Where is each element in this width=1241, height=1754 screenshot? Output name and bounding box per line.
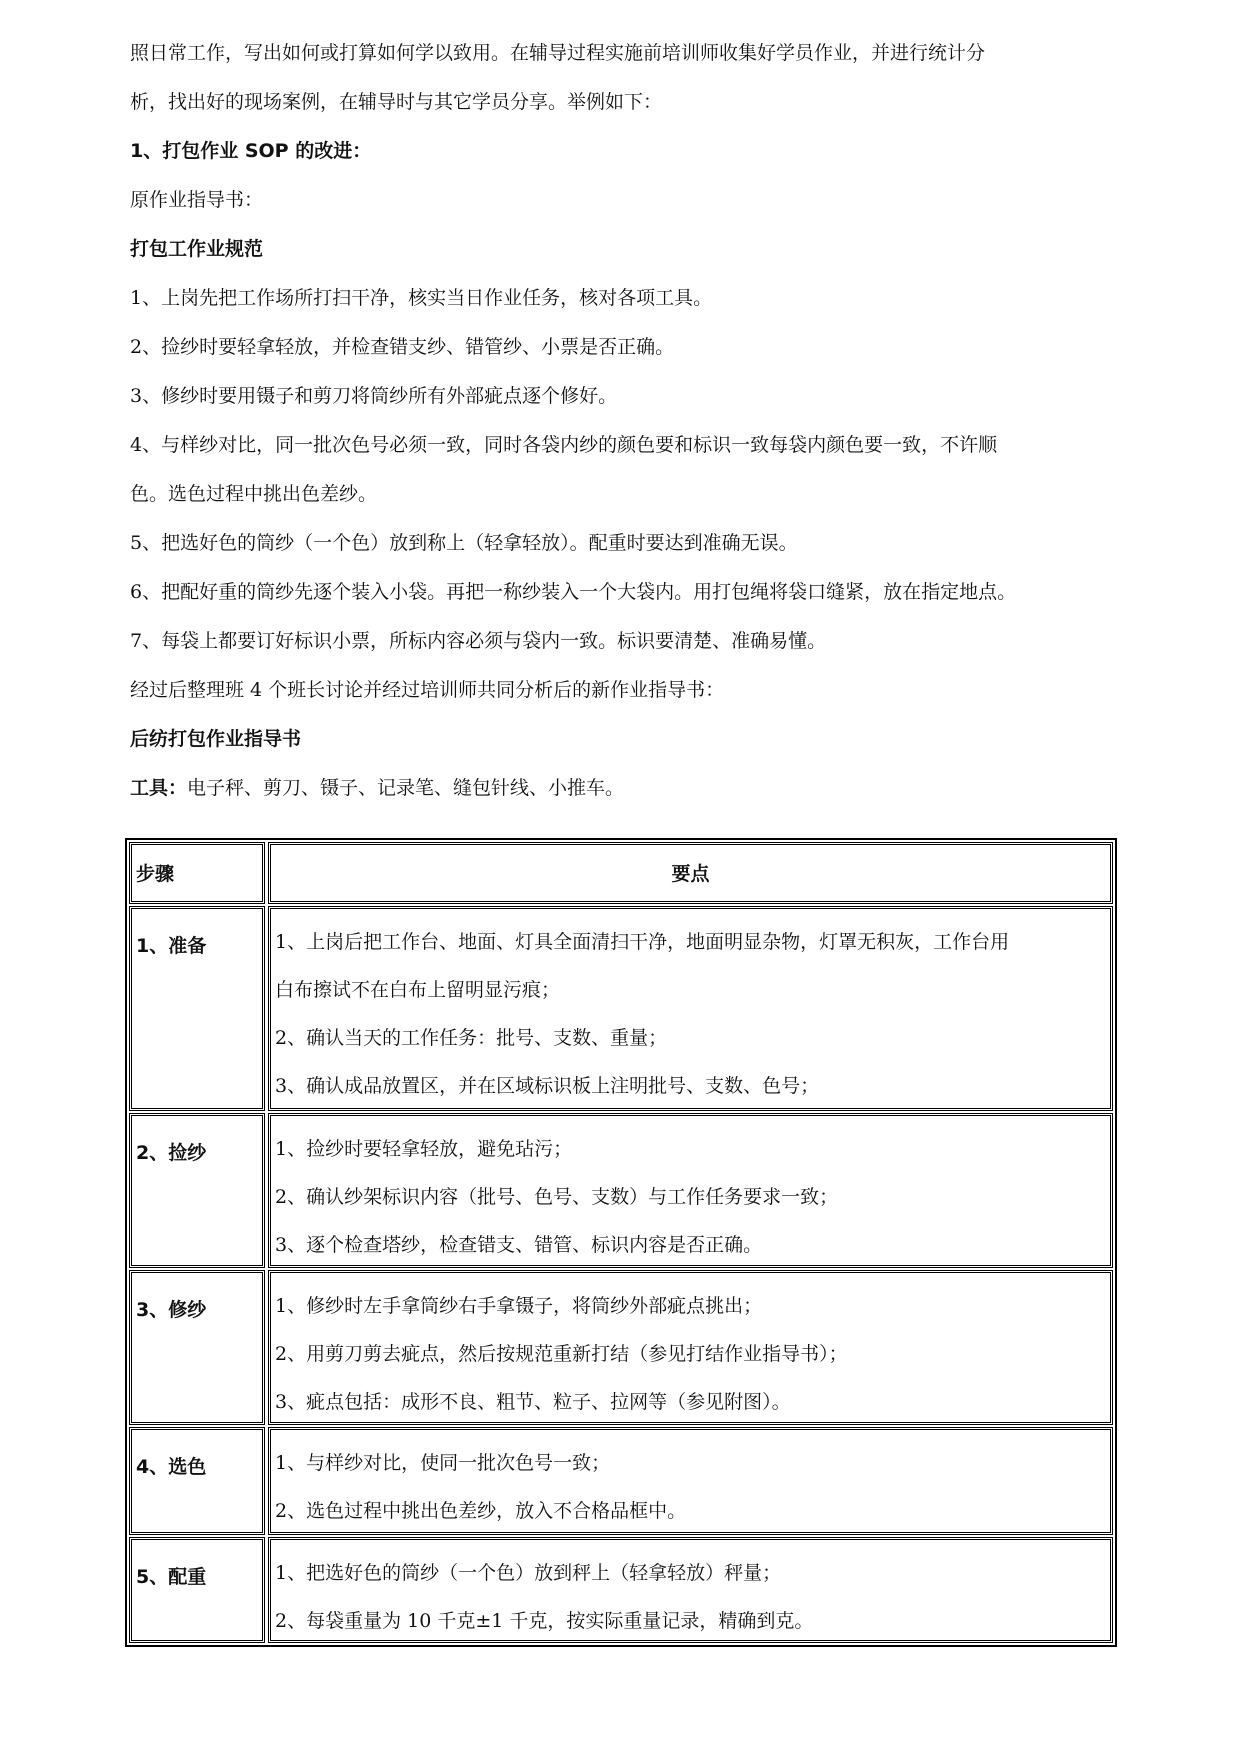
original-rule-7: 7、每袋上都要订好标识小票，所标内容必须与袋内一致。标识要清楚、准确易懂。 <box>130 630 827 652</box>
point-text: 2、用剪刀剪去疵点，然后按规范重新打结（参见打结作业指导书）； <box>275 1343 848 1365</box>
point-text: 3、疵点包括：成形不良、粗节、粒子、拉网等（参见附图）。 <box>275 1391 791 1413</box>
original-rule-1: 1、上岗先把工作场所打扫干净，核实当日作业任务，核对各项工具。 <box>130 287 713 309</box>
original-rule-6: 6、把配好重的筒纱先逐个装入小袋。再把一称纱装入一个大袋内。用打包绳将袋口缝紧，放在指定地点。 <box>130 581 1017 603</box>
step-label: 5、配重 <box>136 1566 207 1588</box>
tools-line <box>130 775 624 801</box>
header-step-cell <box>129 842 265 904</box>
point-text: 1、捡纱时要轻拿轻放，避免玷污； <box>275 1138 573 1160</box>
tools-value: 电子秤、剪刀、镊子、记录笔、缝包针线、小推车。 <box>187 777 625 799</box>
new-title: 后纺打包作业指导书 <box>130 728 302 750</box>
original-rule-4-cont: 色。选色过程中挑出色差纱。 <box>130 483 378 505</box>
table-row-step <box>129 906 265 1111</box>
step-label: 4、选色 <box>136 1456 207 1478</box>
header-step: 步骤 <box>136 863 175 885</box>
table-row-points <box>268 1427 1113 1535</box>
step-label: 3、修纱 <box>136 1299 207 1321</box>
table-row-points <box>268 1270 1113 1425</box>
table-row-points <box>268 1113 1113 1268</box>
table-row-step <box>129 1427 265 1535</box>
header-points: 要点 <box>671 863 710 885</box>
section-heading: 1、打包作业 SOP 的改进： <box>130 140 372 162</box>
original-rule-2: 2、捡纱时要轻拿轻放，并检查错支纱、错管纱、小票是否正确。 <box>130 336 675 358</box>
table-row-points <box>268 906 1113 1111</box>
sop-table <box>125 838 1117 1647</box>
step-label: 2、捡纱 <box>136 1142 207 1164</box>
original-rule-3: 3、修纱时要用镊子和剪刀将筒纱所有外部疵点逐个修好。 <box>130 385 618 407</box>
header-points-cell <box>268 842 1113 904</box>
point-text: 2、选色过程中挑出色差纱，放入不合格品框中。 <box>275 1500 687 1522</box>
original-rule-5: 5、把选好色的筒纱（一个色）放到称上（轻拿轻放）。配重时要达到准确无误。 <box>130 532 798 554</box>
original-rule-4: 4、与样纱对比，同一批次色号必须一致，同时各袋内纱的颜色要和标识一致每袋内颜色要一致，不许顺 <box>130 434 998 456</box>
point-text: 1、上岗后把工作台、地面、灯具全面清扫干净，地面明显杂物，灯罩无积灰，工作台用 <box>275 931 1010 953</box>
intro-line-2: 析，找出好的现场案例，在辅导时与其它学员分享。举例如下： <box>130 91 663 113</box>
table-row-step <box>129 1537 265 1643</box>
table-row-step <box>129 1113 265 1268</box>
original-title: 打包工作业规范 <box>130 238 264 260</box>
table-row-step <box>129 1270 265 1425</box>
point-text: 1、与样纱对比，使同一批次色号一致； <box>275 1452 611 1474</box>
intro-line-1: 照日常工作，写出如何或打算如何学以致用。在辅导过程实施前培训师收集好学员作业，并进行统计分 <box>130 42 986 64</box>
point-text: 2、确认纱架标识内容（批号、色号、支数）与工作任务要求一致； <box>275 1186 839 1208</box>
point-text: 白布擦试不在白布上留明显污痕； <box>275 979 561 1001</box>
point-text: 1、把选好色的筒纱（一个色）放到秤上（轻拿轻放）秤量； <box>275 1562 782 1584</box>
transition-text: 经过后整理班 4 个班长讨论并经过培训师共同分析后的新作业指导书： <box>130 679 725 701</box>
point-text: 2、确认当天的工作任务：批号、支数、重量； <box>275 1027 668 1049</box>
step-label: 1、准备 <box>136 935 207 957</box>
point-text: 3、逐个检查塔纱，检查错支、错管、标识内容是否正确。 <box>275 1234 763 1256</box>
table-row-points <box>268 1537 1113 1643</box>
point-text: 2、每袋重量为 10 千克±1 千克，按实际重量记录，精确到克。 <box>275 1610 814 1632</box>
original-label: 原作业指导书： <box>130 189 264 211</box>
tools-label: 工具： <box>130 777 188 799</box>
point-text: 1、修纱时左手拿筒纱右手拿镊子，将筒纱外部疵点挑出； <box>275 1295 763 1317</box>
point-text: 3、确认成品放置区，并在区域标识板上注明批号、支数、色号； <box>275 1075 820 1097</box>
